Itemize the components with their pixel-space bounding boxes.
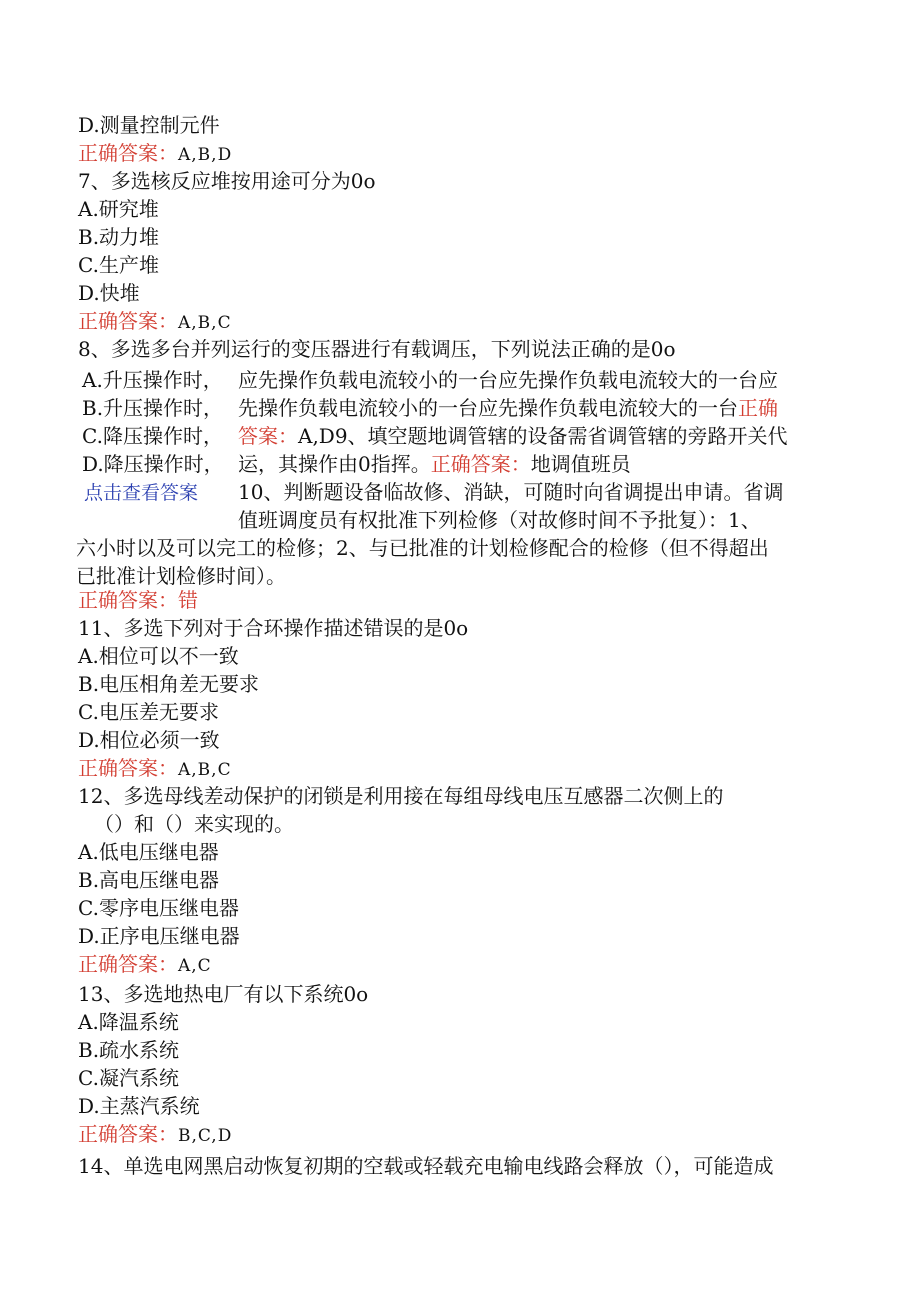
q8-question: 8、多选多台并列运行的变压器进行有载调压，下列说法正确的是0o: [78, 337, 676, 361]
q6-answer: [78, 139, 232, 167]
answer-label: 正确答案：: [78, 952, 178, 976]
q10-answer: 正确答案：错: [78, 588, 198, 612]
q12-option-a: A.低电压继电器: [78, 840, 219, 864]
q8-option-a: A.升压操作时，: [82, 368, 223, 392]
q13-option-c: C.凝汽系统: [78, 1066, 179, 1090]
flow-line-6: 值班调度员有权批准下列检修（对故修时间不予批复）：1、: [238, 508, 761, 532]
answer-value: B,C,D: [178, 1126, 233, 1146]
q9-answer-value: 地调值班员: [530, 452, 631, 476]
q13-option-b: B.疏水系统: [78, 1038, 180, 1062]
q7-question: 7、多选核反应堆按用途可分为0o: [78, 169, 376, 193]
answer-label-fragment: 正确: [738, 396, 778, 420]
flow-line-5: 10、判断题设备临故修、消缺，可随时向省调提出申请。省调: [238, 480, 784, 504]
q7-option-d: D.快堆: [78, 281, 140, 305]
q11-option-a: A.相位可以不一致: [78, 644, 239, 668]
answer-value: A,B,C: [178, 313, 232, 333]
flow-line-2-text: 先操作负载电流较小的一台应先操作负载电流较大的一台: [238, 396, 738, 420]
q7-option-b: B.动力堆: [78, 225, 160, 249]
q11-option-d: D.相位必须一致: [78, 728, 220, 752]
q11-option-c: C.电压差无要求: [78, 700, 219, 724]
q13-option-a: A.降温系统: [78, 1010, 179, 1034]
answer-value: A,C: [178, 956, 212, 976]
flow-line-3-text: A,D9、填空题地调管辖的设备需省调管辖的旁路开关代: [298, 424, 788, 448]
q14-question: 14、单选电网黑启动恢复初期的空载或轻载充电输电线路会释放（），可能造成: [78, 1154, 774, 1178]
q13-answer: [78, 1120, 232, 1148]
q8-option-c: C.降压操作时，: [82, 424, 223, 448]
q12-option-c: C.零序电压继电器: [78, 896, 239, 920]
q7-answer: [78, 307, 232, 335]
q12-option-b: B.高电压继电器: [78, 868, 220, 892]
q7-option-c: C.生产堆: [78, 253, 159, 277]
q12-option-d: D.正序电压继电器: [78, 924, 240, 948]
q12-question-cont: （）和（）来实现的。: [94, 812, 294, 836]
flow-line-4-text: 运，其操作由0指挥。: [238, 452, 431, 476]
q13-question: 13、多选地热电厂有以下系统0o: [78, 982, 369, 1006]
answer-value: A,B,C: [178, 760, 232, 780]
answer-label-fragment-2: 答案：: [238, 424, 298, 448]
answer-label: 正确答案：: [78, 756, 178, 780]
q11-option-b: B.电压相角差无要求: [78, 672, 260, 696]
q7-option-a: A.研究堆: [78, 197, 159, 221]
answer-label: 正确答案：: [78, 309, 178, 333]
flow-line-2: [238, 393, 778, 423]
q12-question: 12、多选母线差动保护的闭锁是利用接在每组母线电压互感器二次侧上的: [78, 784, 724, 808]
q12-answer: [78, 950, 212, 978]
answer-value: A,B,D: [178, 145, 233, 165]
flow-line-3: [238, 421, 788, 451]
answer-label: 正确答案：: [78, 141, 178, 165]
answer-label: 正确答案：: [78, 1122, 178, 1146]
q10-line-8: 已批准计划检修时间）。: [76, 564, 286, 588]
q10-line-7: 六小时以及可以完工的检修；2、与已批准的计划检修配合的检修（但不得超出: [76, 536, 769, 560]
flow-line-4: [238, 449, 631, 479]
q8-option-b: B.升压操作时，: [82, 396, 224, 420]
q8-option-d: D.降压操作时，: [82, 452, 224, 476]
q6-option-d: D.测量控制元件: [78, 113, 220, 137]
q13-option-d: D.主蒸汽系统: [78, 1094, 200, 1118]
q11-question: 11、多选下列对于合环操作描述错误的是0o: [78, 616, 469, 640]
view-answer-link[interactable]: 点击查看答案: [84, 482, 199, 504]
answer-label: 正确答案：: [430, 452, 531, 476]
flow-line-1: 应先操作负载电流较小的一台应先操作负载电流较大的一台应: [238, 368, 778, 392]
q11-answer: [78, 754, 232, 782]
